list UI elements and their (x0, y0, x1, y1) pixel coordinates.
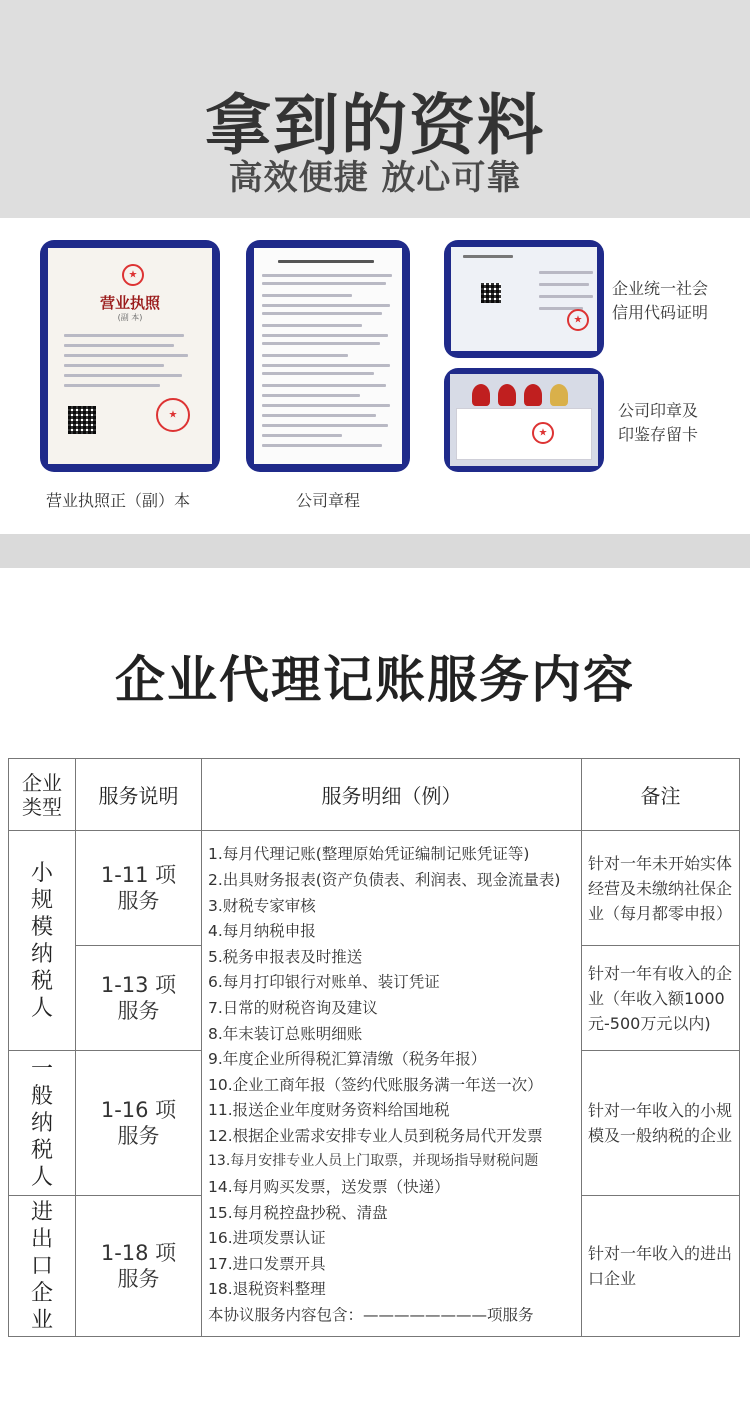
detail-item: 14.每月购买发票，送发票（快递） (208, 1178, 450, 1197)
detail-item: 16.进项发票认证 (208, 1229, 326, 1248)
license-line (64, 374, 182, 377)
header-type-text: 企业类型 (22, 770, 62, 819)
charter-line (262, 324, 362, 327)
company-seals-image (444, 368, 604, 472)
service-text: 1-13 项服务 (100, 973, 177, 1023)
stamp-icon (550, 384, 568, 406)
type-trade-text: 进出口企业 (30, 1199, 53, 1333)
license-line (64, 344, 174, 347)
seal-card (456, 408, 592, 460)
type-small-text: 小规模纳税人 (30, 860, 53, 1021)
credit-caption-1: 企业统一社会 (612, 279, 709, 298)
type-small (9, 831, 76, 1051)
documents-showcase (0, 218, 750, 534)
detail-item: 3.财税专家审核 (208, 896, 316, 915)
seal-caption-1: 公司印章及 (618, 401, 699, 420)
service-cell (76, 946, 202, 1051)
charter-line (262, 334, 388, 337)
charter-line (262, 282, 386, 285)
charter-line (262, 434, 342, 437)
national-emblem-icon (122, 264, 144, 286)
note-cell: 针对一年有收入的企业（年收入额1000元-500万元以内) (582, 946, 740, 1051)
charter-heading (278, 260, 374, 263)
detail-item: 15.每月税控盘抄税、清盘 (208, 1203, 388, 1222)
detail-item: 13.每月安排专业人员上门取票，并现场指导财税问题 (208, 1153, 539, 1170)
red-seal-icon (567, 309, 589, 331)
detail-item: 7.日常的财税咨询及建议 (208, 998, 378, 1017)
service-text: 1-18 项服务 (100, 1241, 177, 1291)
hero-banner (0, 0, 750, 218)
stamp-icon (524, 384, 542, 406)
license-title: 营业执照 (99, 294, 160, 312)
red-seal-icon (156, 398, 190, 432)
type-general (9, 1051, 76, 1196)
service-text: 1-11 项服务 (100, 863, 177, 913)
charter-line (262, 364, 390, 367)
charter-line (262, 342, 380, 345)
credit-line (539, 283, 589, 286)
charter-line (262, 424, 388, 427)
detail-item: 10.企业工商年报（签约代账服务满一年送一次） (208, 1075, 543, 1094)
detail-item: 12.根据企业需求安排专业人员到税务局代开发票 (208, 1126, 543, 1145)
section-divider (0, 534, 750, 568)
detail-item: 2.出具财务报表(资产负债表、利润表、现金流量表) (208, 870, 561, 889)
hero-title: 拿到的资料 (205, 87, 545, 164)
detail-item: 11.报送企业年度财务资料给国地税 (208, 1101, 450, 1120)
charter-line (262, 372, 374, 375)
hero-subtitle: 高效便捷 放心可靠 (228, 158, 522, 198)
type-general-text: 一般纳税人 (30, 1056, 53, 1190)
note-cell: 针对一年收入的小规模及一般纳税的企业 (582, 1051, 740, 1196)
detail-item: 9.年度企业所得税汇算清缴（税务年报） (208, 1050, 487, 1069)
header-note: 备注 (582, 759, 740, 831)
charter-paper (254, 248, 402, 464)
stamp-icon (472, 384, 490, 406)
charter-line (262, 304, 390, 307)
license-paper (48, 248, 212, 464)
detail-item: 4.每月纳税申报 (208, 922, 316, 941)
service-cell (76, 1051, 202, 1196)
type-trade (9, 1196, 76, 1337)
detail-item: 6.每月打印银行对账单、装订凭证 (208, 973, 440, 992)
charter-line (262, 384, 386, 387)
charter-line (262, 414, 376, 417)
header-detail: 服务明细（例） (202, 759, 582, 831)
license-line (64, 334, 184, 337)
seal-caption-2: 印鉴存留卡 (618, 425, 699, 444)
charter-line (262, 404, 390, 407)
company-charter-image (246, 240, 410, 472)
charter-line (262, 312, 382, 315)
header-type (9, 759, 76, 831)
license-line (64, 364, 164, 367)
seals-photo (450, 374, 598, 466)
detail-item: 1.每月代理记账(整理原始凭证编制记账凭证等) (208, 845, 530, 864)
stamp-icon (498, 384, 516, 406)
license-subtitle: (副 本) (117, 313, 143, 322)
detail-item: 18.退税资料整理 (208, 1280, 326, 1299)
service-text: 1-16 项服务 (100, 1098, 177, 1148)
credit-paper (451, 247, 597, 351)
section-title: 企业代理记账服务内容 (115, 651, 635, 709)
detail-item: 8.年末装订总账明细账 (208, 1024, 363, 1043)
detail-item: 17.进口发票开具 (208, 1254, 326, 1273)
license-line (64, 354, 188, 357)
table-header-row (9, 759, 740, 831)
header-service: 服务说明 (76, 759, 202, 831)
license-caption: 营业执照正（副）本 (46, 491, 191, 510)
detail-cell (202, 831, 582, 1337)
credit-line (539, 295, 593, 298)
service-cell (76, 1196, 202, 1337)
charter-line (262, 394, 360, 397)
charter-caption: 公司章程 (296, 491, 361, 510)
credit-line (539, 271, 593, 274)
detail-item: 本协议服务内容包含：————————项服务 (208, 1306, 534, 1325)
charter-line (262, 294, 352, 297)
qr-code-icon (481, 283, 501, 303)
note-cell: 针对一年未开始实体经营及未缴纳社保企业（每月都零申报） (582, 831, 740, 946)
qr-code-icon (68, 406, 96, 434)
charter-line (262, 274, 392, 277)
credit-heading (463, 255, 513, 258)
service-table (8, 758, 740, 1337)
service-cell (76, 831, 202, 946)
detail-item: 5.税务申报表及时推送 (208, 947, 363, 966)
red-seal-icon (532, 422, 554, 444)
license-line (64, 384, 160, 387)
credit-caption-2: 信用代码证明 (612, 303, 709, 322)
charter-line (262, 444, 382, 447)
note-cell: 针对一年收入的进出口企业 (582, 1196, 740, 1337)
table-row (9, 831, 740, 946)
business-license-image (40, 240, 220, 472)
credit-code-certificate-image (444, 240, 604, 358)
charter-line (262, 354, 348, 357)
